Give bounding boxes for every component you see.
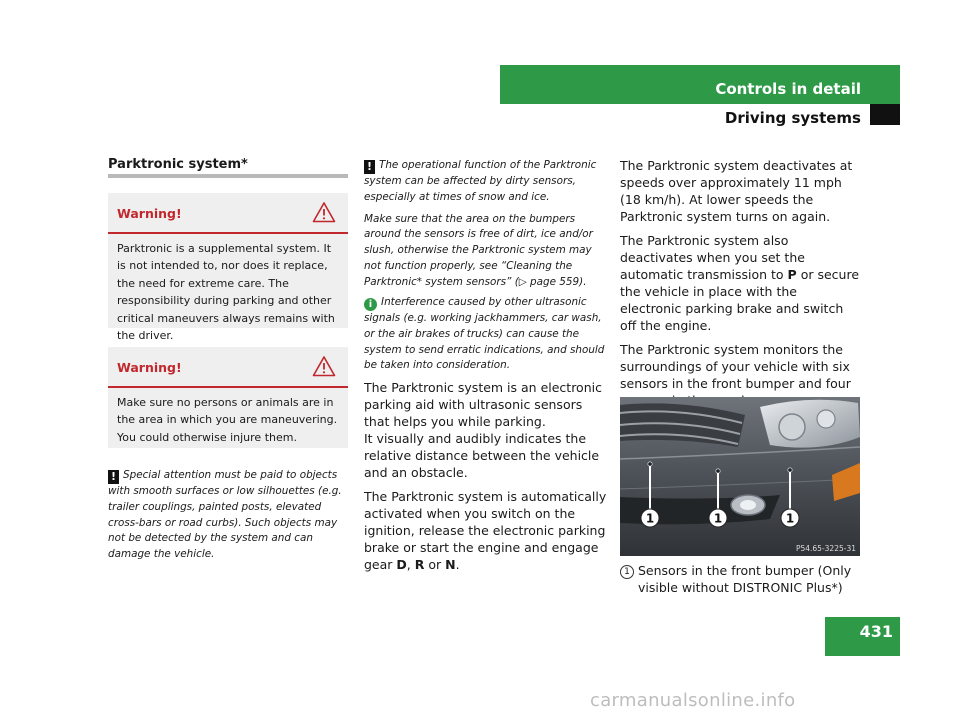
- header-marker: [870, 104, 900, 125]
- gear-n: N: [445, 557, 456, 572]
- exclamation-icon: !: [108, 470, 119, 484]
- info-note-text: Interference caused by other ultrasonic signals (e.g. working jackhammers, car wash, or the air brakes of trucks) can cause the system to send erratic indications, and should be taken into consideration.: [364, 296, 605, 372]
- para-line: It visually and audibly indicates the relative distance between the vehicle and an obstacle.: [364, 431, 600, 480]
- caution-note-2: [364, 158, 607, 297]
- warning-box-1: [108, 193, 348, 343]
- page-number: 431: [859, 622, 893, 641]
- callout-1: [781, 509, 799, 527]
- warning-triangle-icon: [312, 355, 336, 377]
- caution-note-text-2: Make sure that the area on the bumpers around the sensors is free of dirt, ice and/or slush, otherwise the Parktronic system may not function properly, see “Cleaning the Parktronic* system sensors” (▷ page 559).: [364, 212, 593, 288]
- svg-text:1: 1: [713, 511, 723, 526]
- gear-r: R: [414, 557, 425, 572]
- heading-rule: [108, 174, 348, 178]
- callout-1: [709, 509, 727, 527]
- caution-note: [108, 468, 353, 563]
- gear-d: D: [396, 557, 407, 572]
- subsection-title: Driving systems: [724, 109, 861, 127]
- caution-note-text: The operational function of the Parktronic system can be affected by dirty sensors, especially at times of snow and ice.: [364, 159, 597, 203]
- info-note: [364, 295, 607, 374]
- caption-number: 1: [620, 565, 634, 579]
- column2-body: [364, 379, 610, 580]
- warning-triangle-icon: [312, 201, 336, 223]
- warning-title: Warning!: [117, 206, 182, 221]
- warning-text: Parktronic is a supplemental system. It is not intended to, nor does it replace, the need for extreme care. The responsibility during parking and other critical maneuvers always remains with the driver.: [117, 242, 335, 343]
- svg-text:1: 1: [645, 511, 655, 526]
- svg-text:1: 1: [785, 511, 795, 526]
- activation-paragraph: The Parktronic system is automatically activated when you switch on the ignition, release the electronic parking brake or start the engine and engage gear D, R or N.: [364, 489, 607, 572]
- warning-text: Make sure no persons or animals are in the area in which you are maneuvering. You could otherwise injure them.: [117, 396, 338, 444]
- deactivation-paragraph: The Parktronic system deactivates at speeds over approximately 11 mph (18 km/h). At lower speeds the Parktronic system turns on again.: [620, 158, 853, 224]
- column3-body: [620, 157, 862, 416]
- front-bumper-photo: [620, 397, 860, 556]
- sensors-paragraph: The Parktronic system monitors the surroundings of your vehicle with six sensors in the front bumper and four: [620, 342, 851, 391]
- image-code: P54.65-3225-31: [795, 544, 856, 553]
- warning-title: Warning!: [117, 360, 182, 375]
- exclamation-icon: !: [364, 160, 375, 174]
- para-line: The Parktronic system is an electronic parking aid with ultrasonic sensors that helps you while parking.: [364, 380, 602, 429]
- warning-box-2: [108, 347, 348, 448]
- figure-caption: [620, 562, 862, 596]
- warning-rule: [108, 386, 348, 388]
- caution-note-text: Special attention must be paid to objects with smooth surfaces or low silhouettes (e.g. trailer couplings, painted posts, elevated cross-bars or road curbs). Such objects may not be detected by the system and can damage the vehicle.: [108, 469, 342, 561]
- warning-rule: [108, 232, 348, 234]
- page-heading: Parktronic system*: [108, 157, 248, 172]
- section-title: Controls in detail: [715, 80, 861, 98]
- gear-p: P: [787, 267, 797, 282]
- info-icon: i: [364, 298, 377, 311]
- caption-text: Sensors in the front bumper (Only visible without DISTRONIC Plus*): [638, 563, 852, 595]
- callout-1: [641, 509, 659, 527]
- watermark: carmanualsonline.info: [590, 690, 796, 711]
- transmission-paragraph: The Parktronic system also deactivates when you set the automatic transmission to P or secure the vehicle in place with the electronic parking brake and switch off the engine.: [620, 233, 860, 333]
